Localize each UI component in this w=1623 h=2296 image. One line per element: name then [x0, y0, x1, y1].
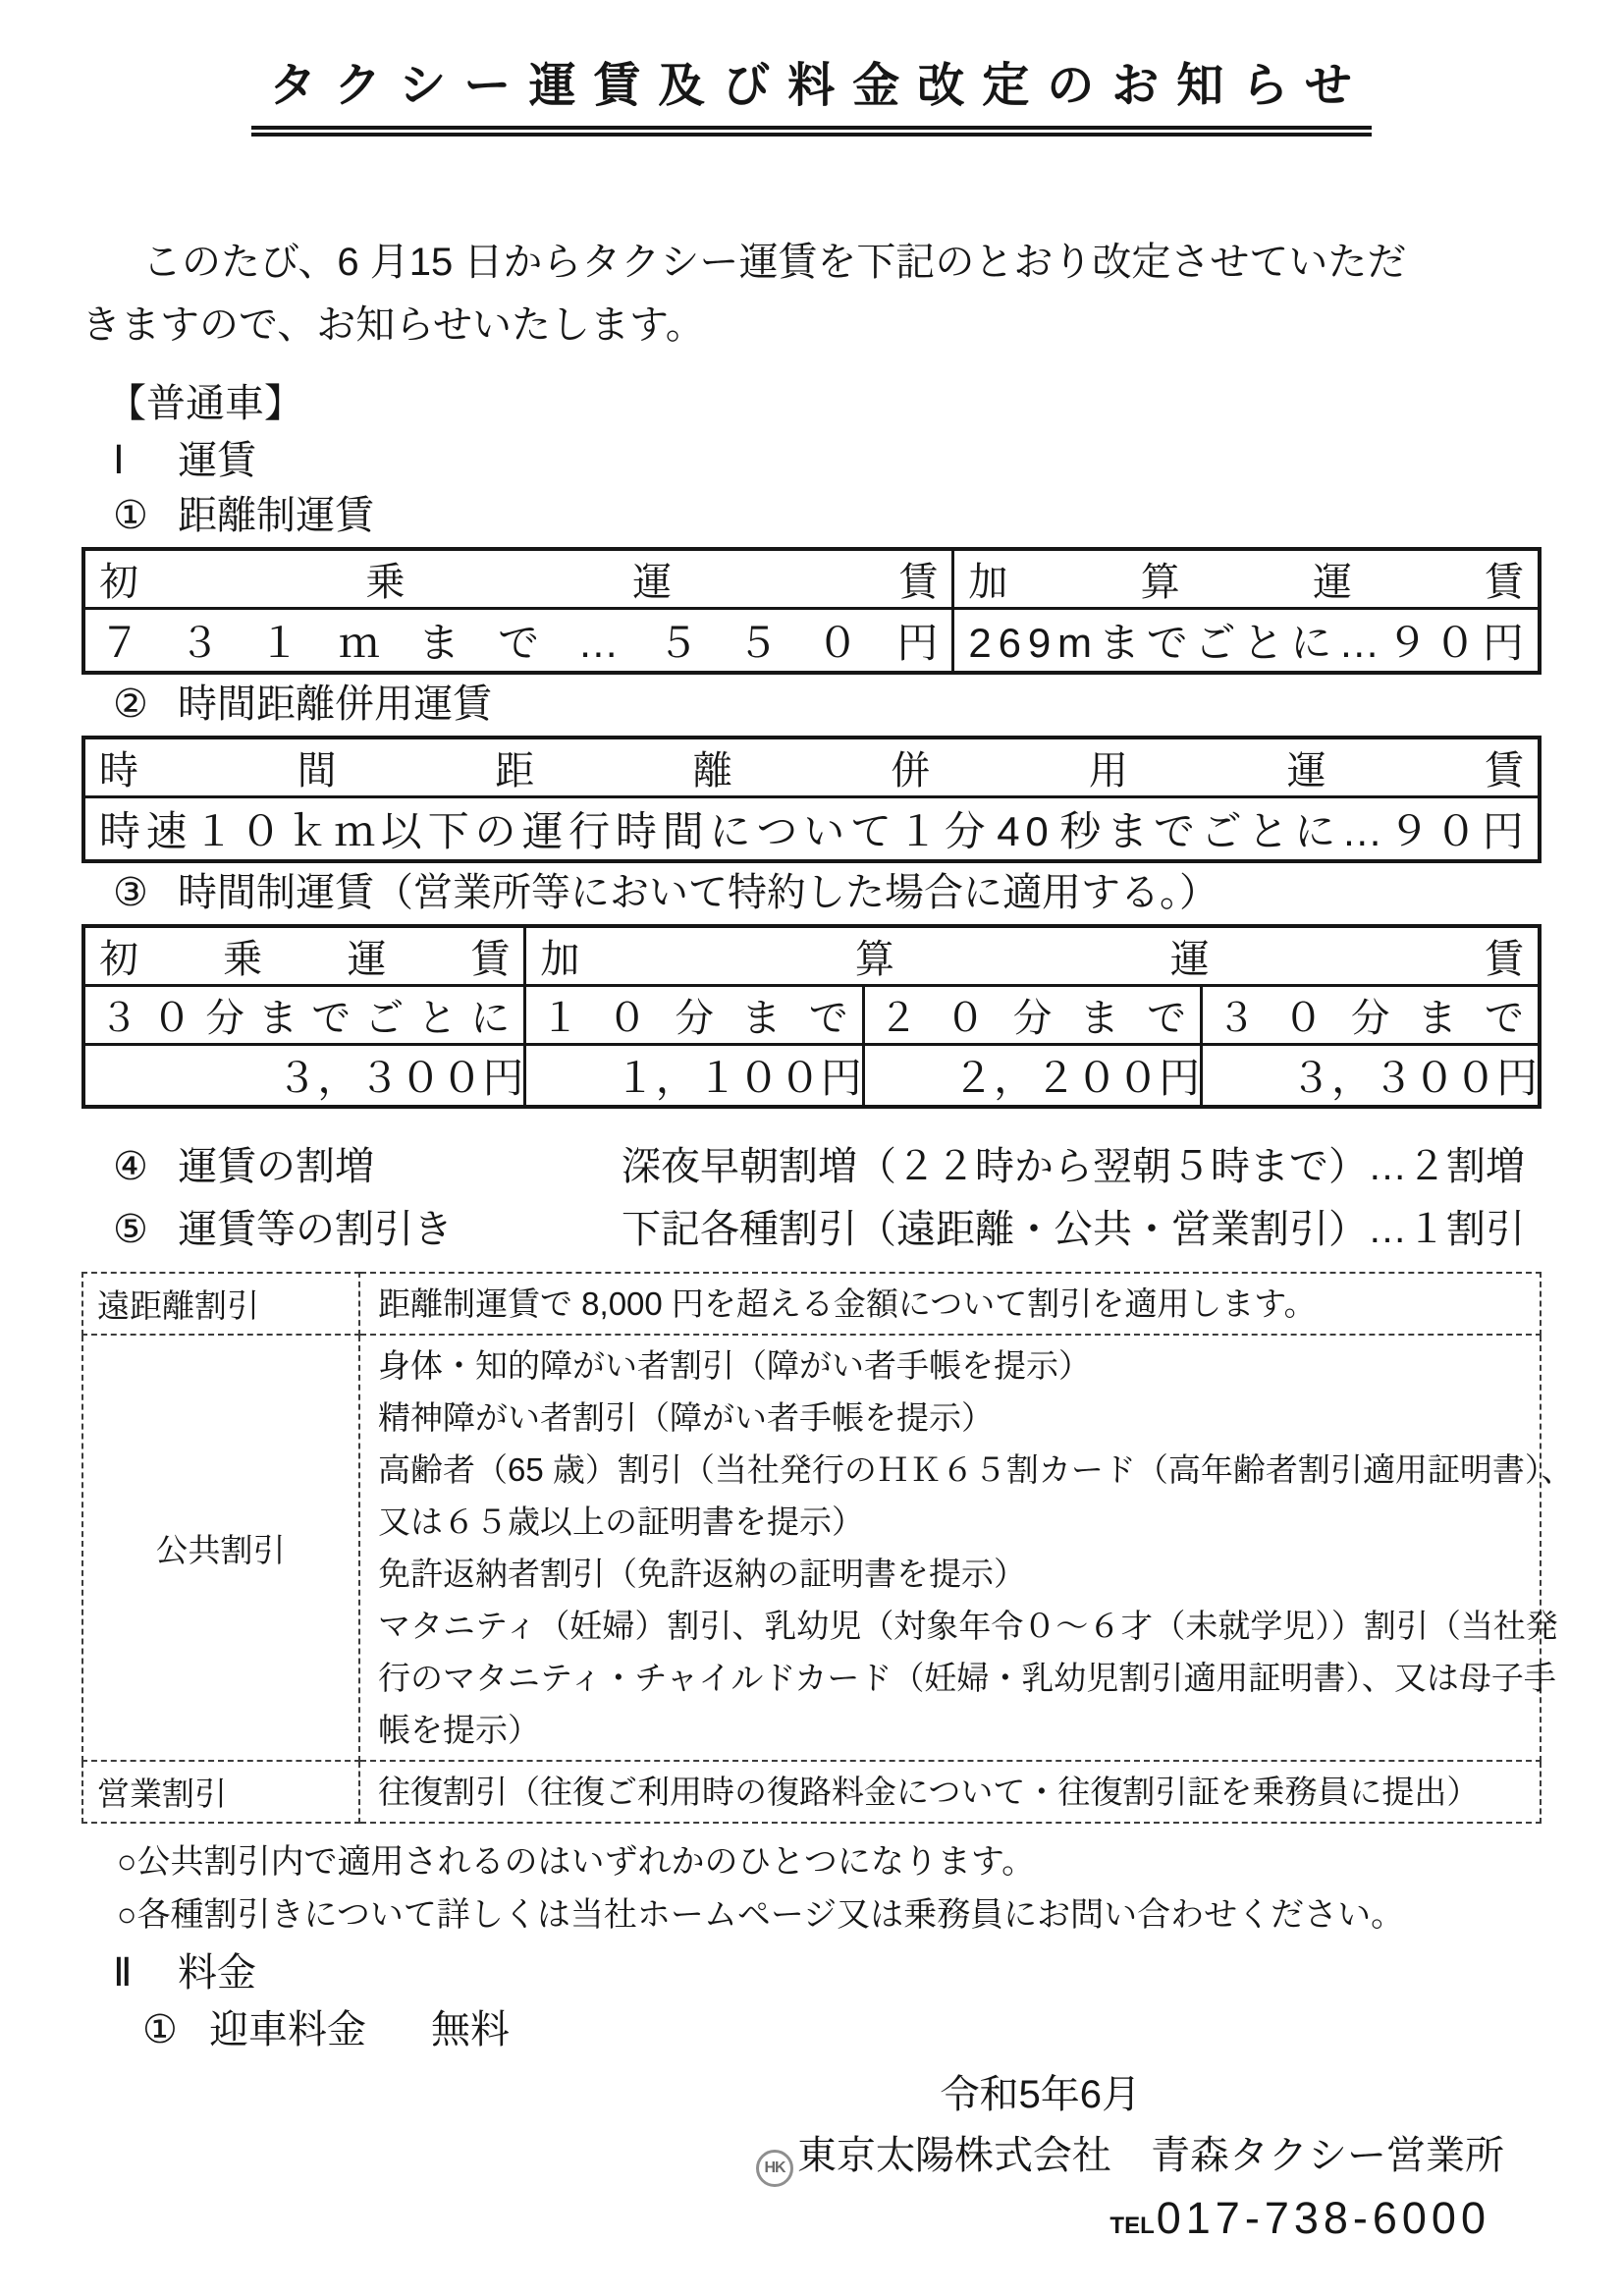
- initial-fare-header: 初 乗 運 賃: [99, 561, 939, 604]
- section-charges: [81, 1947, 1542, 1998]
- long-distance-discount-text: 距離制運賃で 8,000 円を超える金額について割引を適用します。: [378, 1285, 1317, 1322]
- section-fare-label: 運賃: [178, 439, 256, 482]
- hourly-tier-30min: ３ ０ 分 ま で: [1217, 997, 1524, 1040]
- item-time-distance-fare: [81, 679, 1542, 730]
- item-surcharge-label: 運賃の割増: [178, 1145, 374, 1188]
- page-title: タクシー運賃及び料金改定のお知らせ: [251, 57, 1372, 137]
- hourly-tier-row: [83, 986, 1540, 1045]
- company-line: [81, 2128, 1542, 2187]
- initial-fare-value: ７ ３ １ ｍ ま で … ５ ５ ０ 円: [99, 620, 939, 666]
- section-charges-numeral: Ⅱ: [113, 1951, 133, 1995]
- note-1: ○公共割引内で適用されるのはいずれかのひとつになります。: [117, 1843, 1036, 1881]
- hourly-initial-header: 初 乗 運 賃: [99, 938, 511, 981]
- item-time-distance-label: 時間距離併用運賃: [178, 683, 492, 726]
- item-hourly-fare: [81, 867, 1542, 918]
- business-discount-row: [82, 1761, 1541, 1823]
- item-time-distance-marker: ②: [113, 683, 148, 726]
- discount-detail-table: [81, 1272, 1574, 1824]
- business-discount-label: 営業割引: [82, 1761, 359, 1823]
- hourly-price-30min: ３，３００円: [1202, 1045, 1540, 1108]
- item-dispatch-fee: [81, 2004, 1542, 2055]
- hourly-price-initial: ３，３００円: [83, 1045, 525, 1108]
- section-charges-label: 料金: [178, 1951, 256, 1995]
- hourly-tier-20min: ２ ０ 分 ま で: [878, 997, 1187, 1040]
- item-discounts-marker: ⑤: [113, 1208, 148, 1251]
- item-hourly-marker: ③: [113, 871, 148, 914]
- public-discount-line-8: 帳を提示）: [378, 1712, 540, 1748]
- phone-line: [81, 2193, 1542, 2244]
- time-distance-header-row: [83, 738, 1540, 797]
- item-dispatch-marker: ①: [142, 2008, 178, 2051]
- hourly-addition-header: 加 算 運 賃: [540, 938, 1524, 981]
- hourly-price-20min: ２，２００円: [863, 1045, 1201, 1108]
- business-discount-text: 往復割引（往復ご利用時の復路料金について・往復割引証を乗務員に提出）: [378, 1774, 1480, 1810]
- public-discount-line-4: 又は６５歳以上の証明書を提示）: [378, 1503, 864, 1540]
- intro-paragraph: [81, 231, 1542, 356]
- public-discount-line-5: 免許返納者割引（免許返納の証明書を提示）: [378, 1556, 1026, 1592]
- hourly-fare-table: [81, 924, 1542, 1109]
- hourly-price-10min: １，１００円: [525, 1045, 863, 1108]
- distance-fare-value-row: [83, 609, 1540, 674]
- item-discounts: [81, 1205, 1542, 1254]
- addition-fare-value: 2 6 9 m ま で ご と に … ９ ０ 円: [968, 620, 1524, 666]
- tel-number: 017-738-6000: [1156, 2193, 1490, 2243]
- item-surcharge: [81, 1142, 1542, 1191]
- hourly-initial-tier: ３ ０ 分 ま で ご と に: [99, 997, 511, 1040]
- public-discount-label: 公共割引: [82, 1335, 359, 1761]
- title-area: [81, 0, 1542, 137]
- item-distance-fare: [81, 490, 1542, 541]
- item-distance-marker: ①: [113, 494, 148, 537]
- public-discount-row: [82, 1335, 1541, 1761]
- company-logo-icon: HK: [756, 2150, 793, 2187]
- public-discount-line-6: マタニティ（妊婦）割引、乳幼児（対象年令０～６才（未就学児））割引（当社発: [378, 1608, 1558, 1644]
- item-dispatch-label: 迎車料金: [209, 2008, 366, 2051]
- public-discount-line-1: 身体・知的障がい者割引（障がい者手帳を提示）: [378, 1347, 1091, 1384]
- item-discounts-value: 下記各種割引（遠距離・公共・営業割引）…１割引: [622, 1208, 1525, 1251]
- public-discount-line-3: 高齢者（65 歳）割引（当社発行のＨＫ６５割カード（高年齢者割引適用証明書）、: [378, 1451, 1574, 1488]
- vehicle-class-heading: 【普通車】: [107, 382, 303, 425]
- closing-block: [81, 2069, 1542, 2244]
- hourly-header-row: [83, 926, 1540, 986]
- time-distance-value: 時 速 １ ０ ｋ ｍ 以 下 の 運 行 時 間 に つ い て １ 分 4 0 秒 ま で ご と に … ９ ０ 円: [99, 808, 1524, 854]
- distance-fare-table: [81, 547, 1542, 675]
- hourly-tier-10min: １ ０ 分 ま で: [540, 997, 848, 1040]
- section-fare: [81, 435, 1542, 486]
- long-distance-discount-row: [82, 1273, 1541, 1335]
- intro-line-1: このたび、6 月15 日からタクシー運賃を下記のとおり改定させていただ: [142, 241, 1407, 284]
- time-distance-fare-table: [81, 736, 1542, 863]
- time-distance-header: 時 間 距 離 併 用 運 賃: [99, 749, 1524, 793]
- note-2: ○各種割引きについて詳しくは当社ホームページ又は乗務員にお問い合わせください。: [117, 1896, 1405, 1934]
- section-fare-numeral: Ⅰ: [113, 439, 125, 482]
- public-discount-line-2: 精神障がい者割引（障がい者手帳を提示）: [378, 1399, 994, 1436]
- discount-notes: [81, 1835, 1542, 1941]
- company-name: 東京太陽株式会社 青森タクシー営業所: [797, 2134, 1504, 2177]
- intro-line-2: きますので、お知らせいたします。: [81, 303, 705, 347]
- public-discount-line-7: 行のマタニティ・チャイルドカード（妊婦・乳幼児割引適用証明書）、又は母子手: [378, 1660, 1556, 1696]
- item-dispatch-value: 無料: [431, 2008, 510, 2051]
- item-surcharge-marker: ④: [113, 1145, 148, 1188]
- item-distance-label: 距離制運賃: [178, 494, 374, 537]
- item-hourly-label: 時間制運賃（営業所等において特約した場合に適用する。）: [178, 871, 1218, 914]
- long-distance-discount-label: 遠距離割引: [82, 1273, 359, 1335]
- item-surcharge-value: 深夜早朝割増（２２時から翌朝５時まで）…２割増: [622, 1145, 1525, 1188]
- hourly-price-row: [83, 1045, 1540, 1108]
- time-distance-value-row: [83, 797, 1540, 862]
- distance-fare-header-row: [83, 549, 1540, 609]
- tel-label: TEL: [1109, 2213, 1155, 2239]
- addition-fare-header: 加 算 運 賃: [968, 561, 1524, 604]
- issue-date: 令和5年6月: [940, 2073, 1141, 2116]
- item-discounts-label: 運賃等の割引き: [178, 1208, 453, 1251]
- public-discount-text: [359, 1335, 1574, 1761]
